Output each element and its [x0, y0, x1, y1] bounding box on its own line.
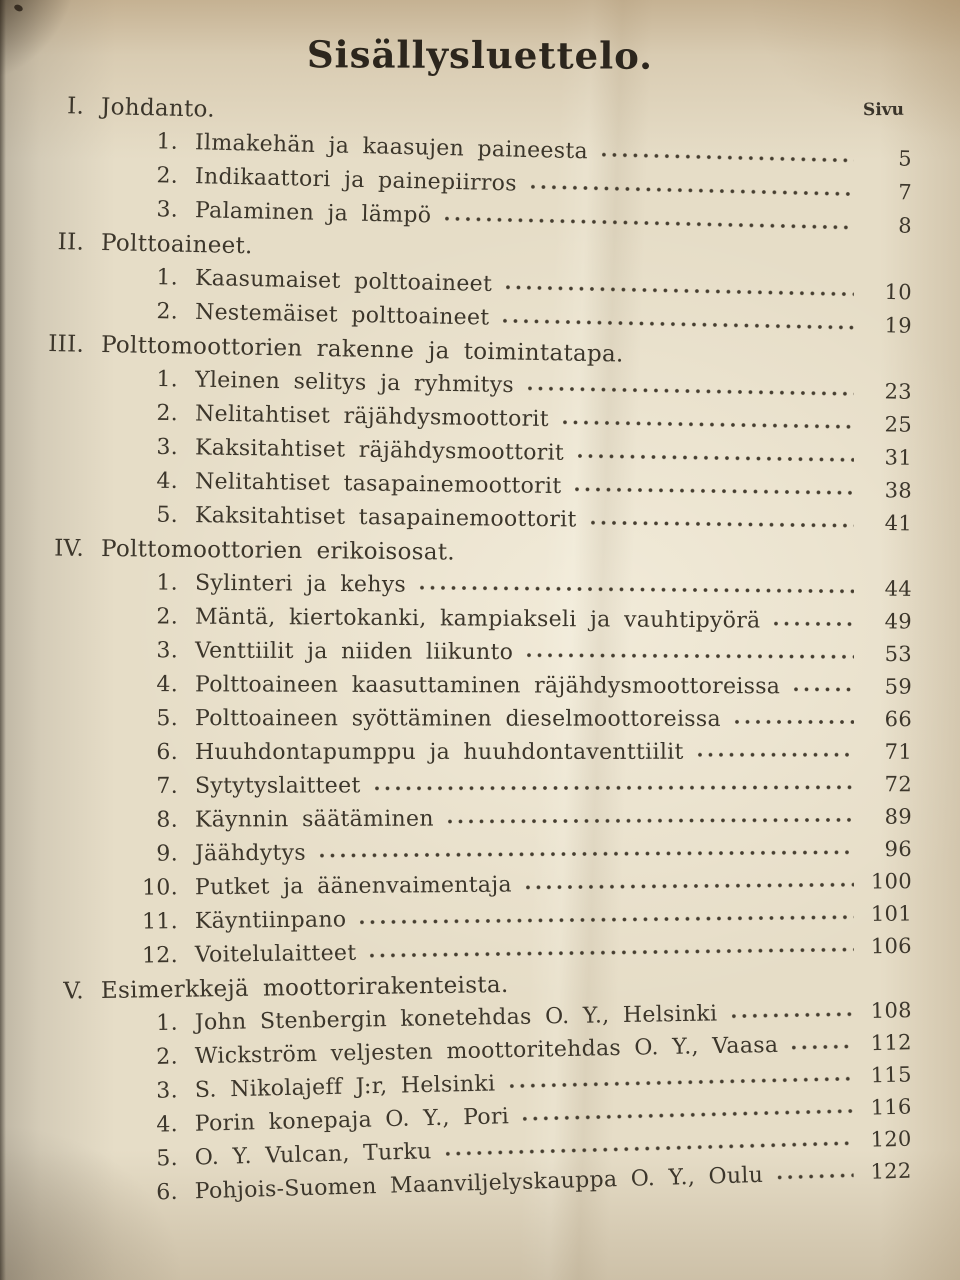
toc-item [40, 638, 912, 676]
item-number: 1. [156, 366, 179, 393]
section-numeral: II. [57, 229, 85, 256]
item-label: Sylinteri ja kehys [194, 570, 407, 598]
item-page-number: 53 [884, 641, 913, 667]
item-number: 5. [155, 1145, 179, 1172]
section-title: Polttomoottorien erikoisosat. [100, 536, 456, 566]
toc-item [40, 706, 912, 741]
spacer [624, 362, 912, 367]
page-title: Sisällysluettelo. [306, 32, 654, 78]
dot-leader [528, 382, 854, 398]
item-page-number: 116 [870, 1094, 912, 1120]
dot-leader [578, 450, 854, 464]
item-number: 2. [156, 400, 179, 427]
dot-leader [360, 911, 854, 926]
item-label: Wickström veljesten moottoritehdas O. Y., Vaasa [194, 1032, 779, 1070]
item-label: Huuhdontapumppu ja huuhdontaventtiilit [194, 739, 684, 765]
item-number: 1. [156, 1010, 179, 1037]
item-page-number: 49 [884, 609, 913, 634]
item-label: Sytytyslaitteet [194, 773, 361, 799]
toc-item [40, 740, 912, 774]
item-number: 5. [156, 706, 179, 732]
toc-item [40, 805, 912, 843]
dot-leader [509, 1073, 854, 1090]
item-page-number: 108 [870, 998, 913, 1023]
item-page-number: 122 [870, 1158, 912, 1184]
item-page-number: 5 [897, 146, 913, 171]
dot-leader [531, 181, 854, 198]
item-page-number: 19 [884, 313, 913, 338]
item-label: Mäntä, kiertokanki, kampiakseli ja vauhtipyörä [194, 604, 761, 634]
item-number: 3. [156, 434, 179, 461]
item-number: 9. [156, 841, 179, 867]
item-label: Pohjois-Suomen Maanviljelyskauppa O. Y., Oulu [194, 1162, 764, 1205]
item-number: 3. [156, 1078, 179, 1104]
item-label: Polttoaineen syöttäminen dieselmoottoreissa [194, 706, 721, 732]
dot-leader [698, 749, 854, 759]
page-column-label: Sivu [862, 99, 905, 121]
spacer [509, 986, 912, 992]
item-label: Venttiilit ja niiden liikunto [194, 638, 514, 666]
dot-leader [591, 517, 855, 530]
spacer [253, 253, 912, 267]
item-page-number: 106 [870, 933, 913, 959]
dot-leader [735, 716, 854, 726]
item-page-number: 89 [884, 804, 913, 829]
dot-leader [506, 281, 854, 298]
item-number: 2. [156, 299, 179, 325]
spacer [215, 117, 912, 133]
item-label: Nestemäiset polttoaineet [194, 299, 490, 331]
item-page-number: 59 [884, 674, 913, 699]
dot-leader [445, 1137, 853, 1158]
dot-leader [445, 213, 854, 232]
item-label: Käyntiinpano [194, 907, 347, 935]
toc-item [40, 672, 912, 709]
item-page-number: 8 [897, 213, 913, 238]
item-label: Kaksitahtiset räjähdysmoottorit [194, 435, 565, 466]
item-label: Käynnin säätäminen [194, 806, 434, 833]
item-page-number: 112 [870, 1030, 912, 1056]
section-title: Polttomoottorien rakenne ja toimintatapa. [100, 332, 624, 368]
table-of-contents [40, 94, 912, 1216]
item-number: 2. [156, 1044, 179, 1070]
item-label: Nelitahtiset räjähdysmoottorit [194, 401, 550, 433]
item-number: 4. [156, 672, 179, 698]
item-number: 10. [141, 875, 179, 901]
item-label: Polttoaineen kaasuttaminen räjähdysmoottoreissa [194, 672, 781, 700]
item-label: Jäähdytys [194, 840, 307, 867]
item-number: 2. [156, 163, 179, 189]
item-page-number: 44 [884, 576, 913, 601]
item-label: Nelitahtiset tasapainemoottorit [194, 469, 562, 500]
item-page-number: 72 [884, 772, 913, 797]
item-number: 8. [156, 807, 179, 833]
section-title: Johdanto. [100, 94, 216, 123]
paper-speck [13, 3, 24, 12]
item-label: O. Y. Vulcan, Turku [194, 1139, 432, 1171]
item-number: 7. [156, 773, 179, 799]
item-number: 2. [156, 604, 179, 630]
item-number: 4. [156, 468, 179, 495]
item-page-number: 41 [884, 511, 913, 536]
item-label: Voitelulaitteet [194, 940, 357, 968]
item-number: 5. [156, 502, 179, 528]
item-label: Porin konepaja O. Y., Pori [194, 1104, 510, 1137]
item-page-number: 66 [884, 707, 913, 732]
dot-leader [731, 1008, 854, 1020]
item-number: 1. [156, 265, 179, 291]
dot-leader [375, 781, 854, 792]
dot-leader [575, 483, 854, 497]
item-label: S. Nikolajeff J:r, Helsinki [194, 1071, 496, 1103]
item-page-number: 23 [884, 379, 913, 404]
dot-leader [320, 846, 854, 859]
dot-leader [794, 683, 854, 693]
dot-leader [526, 879, 854, 892]
item-label: Kaasumaiset polttoaineet [194, 265, 493, 297]
dot-leader [448, 814, 854, 826]
item-number: 6. [156, 739, 179, 765]
item-page-number: 71 [884, 739, 913, 764]
item-label: John Stenbergin konetehdas O. Y., Helsinki [194, 1001, 718, 1036]
section-numeral: III. [48, 331, 85, 358]
dot-leader [370, 944, 854, 960]
item-number: 1. [156, 129, 179, 155]
item-number: 11. [141, 909, 179, 935]
item-label: Kaksitahtiset tasapainemoottorit [194, 503, 577, 533]
item-page-number: 101 [870, 901, 913, 926]
section-numeral: I. [66, 93, 85, 120]
dot-leader [792, 1040, 854, 1051]
item-page-number: 96 [884, 836, 913, 862]
item-page-number: 7 [897, 180, 913, 205]
dot-leader [774, 618, 854, 629]
item-label: Ilmakehän ja kaasujen paineesta [194, 130, 589, 165]
item-label: Indikaattori ja painepiirros [194, 164, 518, 197]
item-page-number: 38 [884, 478, 913, 503]
item-page-number: 25 [884, 412, 913, 437]
item-number: 12. [141, 943, 179, 969]
dot-leader [527, 649, 854, 661]
item-number: 3. [156, 638, 179, 664]
dot-leader [503, 315, 854, 332]
item-number: 1. [156, 570, 179, 596]
section-title: Polttoaineet. [100, 230, 253, 260]
section-title: Esimerkkejä moottorirakenteista. [100, 971, 509, 1004]
item-label: Putket ja äänenvaimentaja [194, 872, 512, 901]
item-page-number: 100 [870, 869, 913, 894]
item-page-number: 10 [884, 279, 913, 305]
section-numeral: V. [63, 978, 85, 1005]
item-label: Palaminen ja lämpö [194, 198, 432, 229]
spacer [455, 560, 912, 565]
item-page-number: 31 [884, 445, 913, 470]
item-label: Yleinen selitys ja ryhmitys [194, 367, 515, 399]
section-numeral: IV. [54, 535, 85, 562]
dot-leader [777, 1169, 854, 1181]
dot-leader [602, 149, 854, 165]
dot-leader [523, 1105, 854, 1123]
item-page-number: 115 [870, 1062, 912, 1088]
toc-item [40, 772, 912, 808]
dot-leader [563, 416, 854, 431]
item-number: 6. [155, 1179, 179, 1206]
item-page-number: 120 [870, 1126, 912, 1152]
item-number: 3. [156, 197, 179, 223]
dot-leader [420, 582, 854, 596]
item-number: 4. [155, 1112, 179, 1138]
